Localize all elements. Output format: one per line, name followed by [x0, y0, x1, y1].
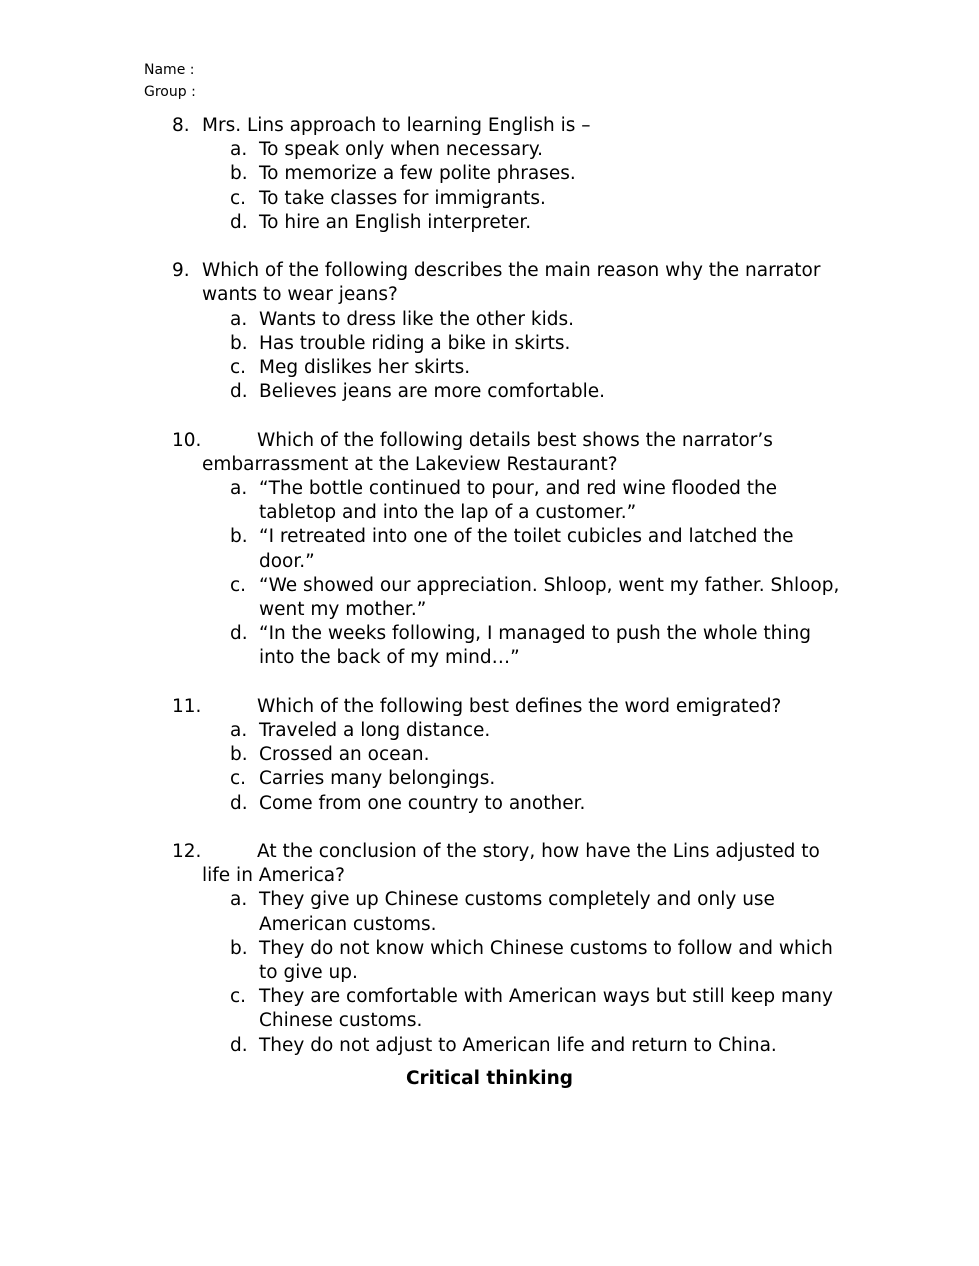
option-text: Has trouble riding a bike in skirts.: [259, 332, 571, 354]
option-c: [172, 356, 852, 380]
option-text: Meg dislikes her skirts.: [259, 357, 471, 379]
option-text: Crossed an ocean.: [259, 744, 430, 766]
option-letter: b.: [230, 744, 248, 766]
option-list: [172, 477, 852, 671]
option-letter: d.: [230, 623, 248, 645]
option-letter: d.: [230, 792, 248, 814]
option-letter: a.: [230, 478, 248, 500]
option-a: [172, 477, 852, 525]
question-text: Which of the following describes the main reason why the narrator wants to wear jeans?: [202, 260, 821, 306]
group-label: Group :: [144, 84, 196, 100]
option-b: [172, 162, 852, 186]
option-text: Wants to dress like the other kids.: [259, 308, 574, 330]
option-d: [172, 1034, 852, 1058]
option-text: “In the weeks following, I managed to push the whole thing into the back of my mind…”: [259, 623, 812, 669]
option-text: Come from one country to another.: [259, 792, 586, 814]
option-b: [172, 743, 852, 767]
option-text: To take classes for immigrants.: [259, 187, 546, 209]
option-b: [172, 937, 852, 985]
option-d: [172, 622, 852, 670]
question-10: [172, 429, 852, 671]
option-letter: c.: [230, 357, 247, 379]
option-text: “The bottle continued to pour, and red wine flooded the tabletop and into the lap of a customer.”: [259, 478, 778, 524]
question-text: Which of the following best defines the word emigrated?: [257, 695, 782, 717]
question-list: [172, 114, 852, 1082]
option-a: [172, 308, 852, 332]
option-text: They do not know which Chinese customs to follow and which to give up.: [259, 937, 833, 984]
option-letter: d.: [230, 211, 248, 233]
section-title: Critical thinking: [405, 1068, 574, 1089]
option-c: [172, 985, 852, 1033]
question-number: 9.: [172, 260, 190, 282]
question-text: At the conclusion of the story, how have the Lins adjusted to life in America?: [202, 841, 820, 887]
option-c: [172, 574, 852, 622]
option-text: To speak only when necessary.: [259, 139, 543, 161]
name-label: Name :: [144, 62, 195, 78]
option-text: Traveled a long distance.: [259, 720, 491, 742]
option-letter: b.: [230, 163, 248, 185]
question-number: 11.: [172, 695, 202, 717]
option-a: [172, 888, 852, 936]
option-letter: b.: [230, 332, 248, 354]
option-text: To hire an English interpreter.: [259, 211, 532, 233]
option-text: “We showed our appreciation. Shloop, went my father. Shloop, went my mother.”: [259, 574, 840, 621]
option-letter: c.: [230, 768, 247, 790]
option-letter: a.: [230, 889, 248, 911]
option-c: [172, 187, 852, 211]
question-number: 8.: [172, 115, 190, 136]
option-letter: b.: [230, 937, 248, 959]
option-list: [172, 308, 852, 405]
option-list: [172, 888, 852, 1057]
option-text: They give up Chinese customs completely and only use American customs.: [259, 889, 775, 935]
question-9: [172, 259, 852, 404]
option-letter: c.: [230, 986, 247, 1008]
option-d: [172, 792, 852, 816]
student-info-header: [144, 59, 196, 103]
option-letter: a.: [230, 308, 248, 330]
option-c: [172, 767, 852, 791]
option-text: They do not adjust to American life and return to China.: [259, 1034, 777, 1056]
question-8: [172, 114, 852, 235]
option-d: [172, 380, 852, 404]
question-number: 10.: [172, 429, 202, 451]
option-b: [172, 525, 852, 573]
question-text: Which of the following details best shows the narrator’s embarrassment at the Lakeview Restaurant?: [202, 429, 773, 475]
option-a: [172, 138, 852, 162]
option-b: [172, 332, 852, 356]
option-text: They are comfortable with American ways but still keep many Chinese customs.: [259, 986, 833, 1032]
question-text: Mrs. Lins approach to learning English is –: [202, 115, 591, 136]
option-text: Carries many belongings.: [259, 768, 496, 790]
question-12: [172, 840, 852, 1058]
option-letter: c.: [230, 574, 247, 596]
option-list: [172, 138, 852, 235]
option-letter: b.: [230, 526, 248, 548]
option-a: [172, 719, 852, 743]
option-letter: a.: [230, 720, 248, 742]
option-letter: d.: [230, 381, 248, 403]
option-list: [172, 719, 852, 816]
option-letter: c.: [230, 187, 247, 209]
option-letter: d.: [230, 1034, 248, 1056]
question-11: [172, 695, 852, 816]
option-text: To memorize a few polite phrases.: [259, 163, 576, 185]
option-letter: a.: [230, 139, 248, 161]
option-text: Believes jeans are more comfortable.: [259, 381, 605, 403]
option-text: “I retreated into one of the toilet cubicles and latched the door.”: [259, 526, 794, 572]
question-number: 12.: [172, 841, 202, 863]
option-d: [172, 211, 852, 235]
